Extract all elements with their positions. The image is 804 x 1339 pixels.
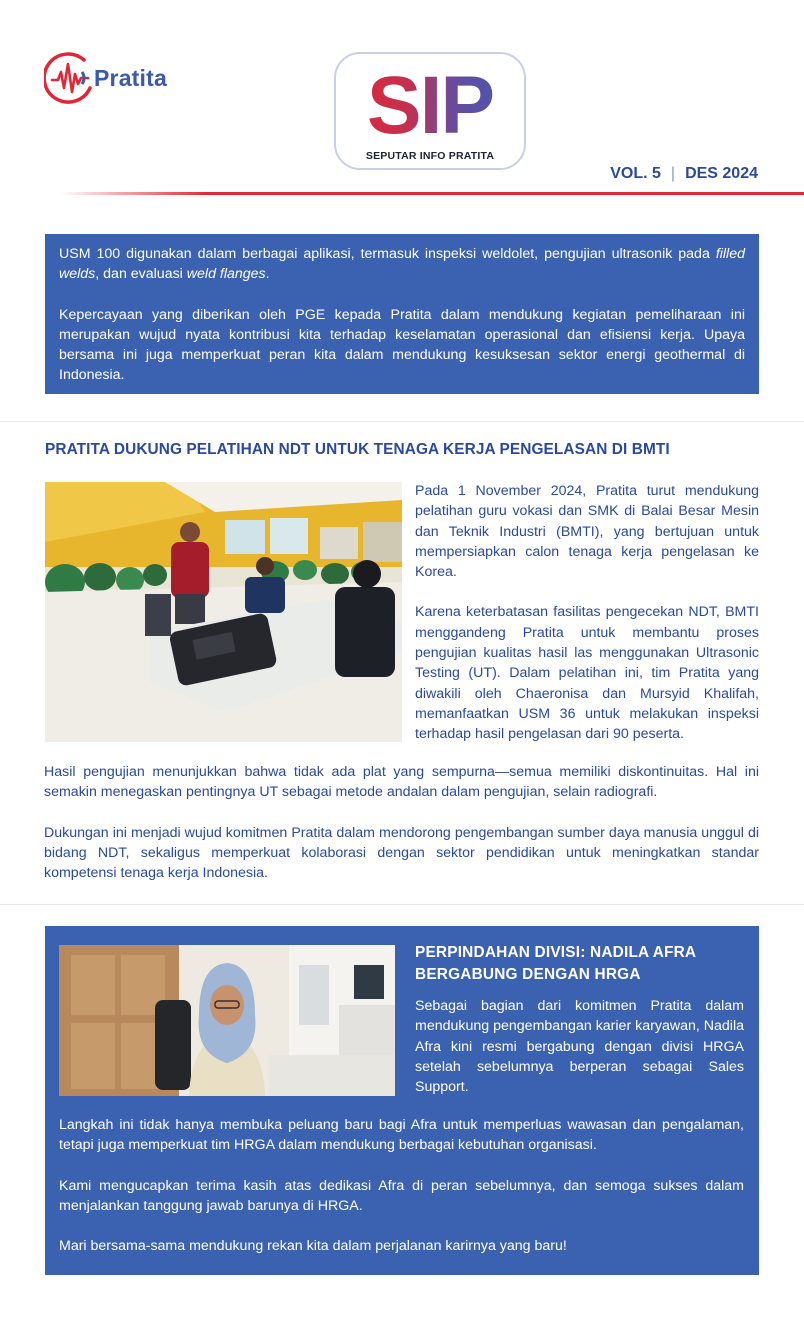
sip-title: SIP	[336, 64, 524, 148]
sip-badge	[334, 52, 526, 170]
hrga-article-box	[45, 926, 759, 1275]
hrga-paragraph-4: Mari bersama-sama mendukung rekan kita dalam perjalanan karirnya yang baru!	[59, 1238, 567, 1255]
hrga-paragraph-3: Kami mengucapkan terima kasih atas dedikasi Afra di peran sebelumnya, dan semoga sukses dalam menjalankan tanggung jawab barunya di HRGA.	[59, 1177, 744, 1214]
section-divider	[0, 421, 804, 422]
hrga-paragraph-1: Sebagai bagian dari komitmen Pratita dalam mendukung pengembangan karier karyawan, Nadila Afra kini resmi bergabung dengan divisi HRGA setelah sebelumnya berperan sebagai Sales Support.	[415, 998, 744, 1096]
header-divider	[60, 192, 804, 195]
training-photo	[45, 482, 402, 742]
hrga-article-body	[59, 1115, 744, 1256]
section-divider	[0, 904, 804, 905]
ndt-paragraph-4: Dukungan ini menjadi wujud komitmen Pratita dalam mendorong pengembangan sumber daya manusia unggul di bidang NDT, sekaligus memperkuat kolaborasi dengan sektor pendidikan untuk meningkatkan standar kompetensi tenaga kerja Indonesia.	[44, 824, 759, 882]
ndt-paragraph-2: Karena keterbatasan fasilitas pengecekan NDT, BMTI menggandeng Pratita untuk membantu proses pengujian kualitas hasil las menggunakan Ultrasonic Testing (UT). Dalam pelatihan ini, tim Pratita yang diwakili oleh Chaeronisa dan Mursyid Khalifah, memanfaatkan USM 36 untuk melakukan inspeksi terhadap hasil pengelasan dari 90 peserta.	[415, 604, 759, 743]
pratita-logo	[44, 50, 174, 106]
hrga-article-intro	[415, 996, 744, 1097]
intro-paragraph-2: Kepercayaan yang diberikan oleh PGE kepada Pratita dalam mendukung kegiatan pemeliharaan ini merupakan wujud nyata kontribusi kita terhadap keselamatan operasional dan efisiensi kerja. Upaya bersama ini juga memperkuat peran kita dalam mendukung kesuksesan sektor energi geothermal di Indonesia.	[59, 306, 745, 384]
ndt-article-title: PRATITA DUKUNG PELATIHAN NDT UNTUK TENAGA KERJA PENGELASAN DI BMTI	[45, 441, 670, 458]
ndt-article-body	[44, 762, 759, 883]
date-label: DES 2024	[685, 165, 758, 182]
ndt-article-intro	[415, 481, 759, 745]
issue-info	[610, 165, 758, 183]
issue-separator: |	[670, 165, 676, 182]
hrga-article-title: PERPINDAHAN DIVISI: NADILA AFRA BERGABUNG DENGAN HRGA	[415, 944, 697, 983]
intro-paragraph-1: USM 100 digunakan dalam berbagai aplikasi, termasuk inspeksi weldolet, pengujian ultrasonik pada filled welds, dan evaluasi weld flanges.	[59, 246, 745, 283]
sip-subtitle: SEPUTAR INFO PRATITA	[365, 150, 495, 162]
ndt-paragraph-1: Pada 1 November 2024, Pratita turut mendukung pelatihan guru vokasi dan SMK di Balai Besar Mesin dan Teknik Industri (BMTI), yang bertujuan untuk mempersiapkan calon tenaga kerja pengelasan ke Korea.	[415, 483, 759, 581]
ndt-paragraph-3: Hasil pengujian menunjukkan bahwa tidak ada plat yang sempurna—semua memiliki diskontinuitas. Hal ini semakin menegaskan pentingnya UT sebagai metode andalan dalam pengujian, selain radiografi.	[44, 764, 759, 801]
hrga-paragraph-2: Langkah ini tidak hanya membuka peluang baru bagi Afra untuk memperluas wawasan dan pengalaman, tetapi juga memperkuat tim HRGA dalam mendukung berbagai kebutuhan organisasi.	[59, 1117, 744, 1154]
logo-wordmark: Pratita	[94, 64, 167, 91]
intro-box	[45, 234, 759, 394]
pratita-wave-icon	[44, 50, 100, 106]
volume-label: VOL. 5	[610, 165, 661, 182]
employee-photo	[59, 945, 395, 1096]
